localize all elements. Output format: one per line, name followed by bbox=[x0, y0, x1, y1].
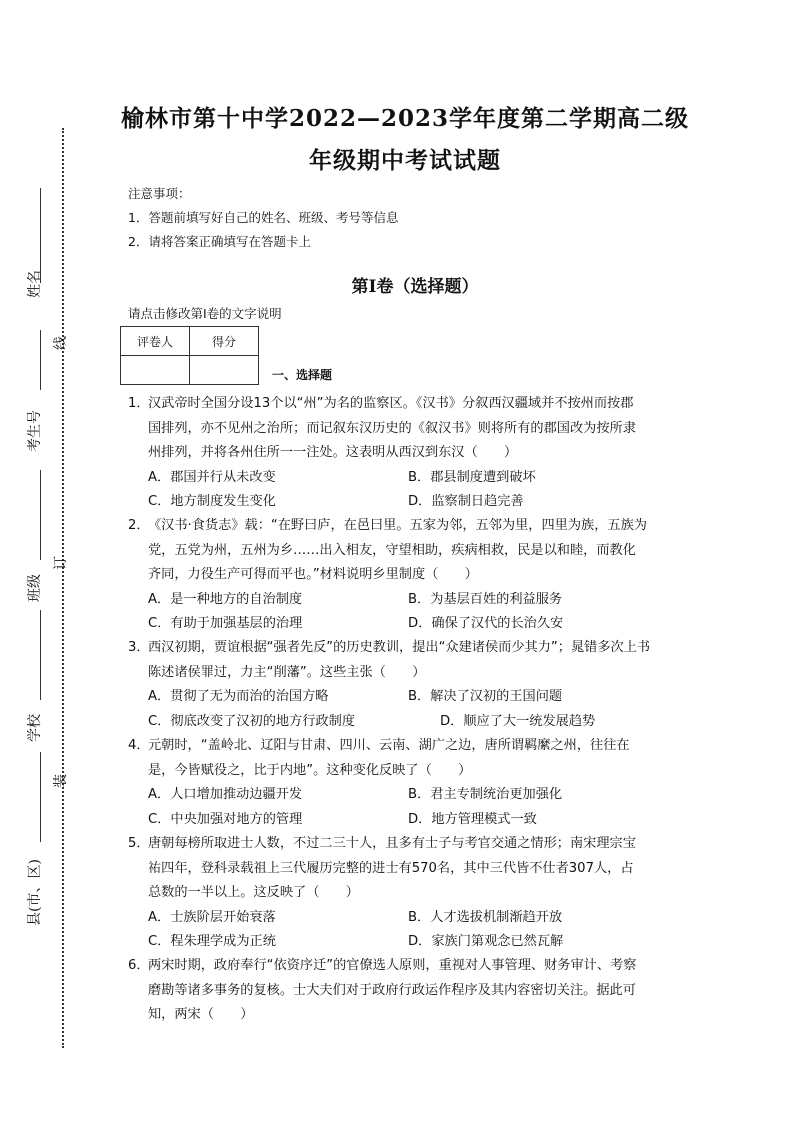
notice-item-1: 1．答题前填写好自己的姓名、班级、考号等信息 bbox=[128, 210, 399, 225]
question-number: 6． bbox=[128, 958, 150, 973]
question-number: 2． bbox=[128, 518, 150, 533]
margin-mark-xian: 线 bbox=[53, 336, 69, 350]
section-note[interactable]: 请点击修改第I卷的文字说明 bbox=[128, 306, 282, 321]
question-2 bbox=[128, 514, 676, 637]
margin-name-label: 姓名 bbox=[27, 270, 43, 298]
margin-class-label: 班级 bbox=[27, 574, 43, 602]
section-title: 第I卷（选择题） bbox=[351, 277, 479, 297]
question-line: 陈述诸侯罪过，力主“削藩”。这些主张（ ） bbox=[148, 664, 426, 680]
exam-title-line1: 榆林市第十中学2022—2023学年度第二学期高二级 bbox=[120, 105, 690, 132]
question-line: 州排列，并将各州住所一一注处。这表明从西汉到东汉（ ） bbox=[148, 445, 518, 460]
option-c[interactable]: C．彻底改变了汉初的地方行政制度 bbox=[148, 713, 356, 729]
option-c[interactable]: C．地方制度发生变化 bbox=[148, 494, 276, 509]
exam-title-line2: 年级期中考试试题 bbox=[309, 147, 501, 174]
option-d[interactable]: D．确保了汉代的长治久安 bbox=[408, 616, 564, 631]
option-b[interactable]: B．解决了汉初的王国问题 bbox=[408, 689, 563, 704]
grader-cell bbox=[121, 356, 190, 385]
score-header: 得分 bbox=[190, 327, 259, 356]
question-1 bbox=[128, 392, 676, 515]
score-cell bbox=[190, 356, 259, 385]
option-c[interactable]: C．程朱理学成为正统 bbox=[148, 934, 276, 949]
name-blank-line bbox=[40, 188, 41, 283]
question-6 bbox=[128, 954, 676, 1028]
question-line: 是，今皆赋役之，比于内地”。这种变化反映了（ ） bbox=[148, 762, 472, 778]
question-number: 1． bbox=[128, 396, 150, 411]
option-a[interactable]: A．士族阶层开始衰落 bbox=[148, 909, 276, 925]
question-line: 唐朝每榜所取进士人数，不过二三十人，且多有士子与考官交通之情形；南宋理宗宝 bbox=[148, 836, 636, 851]
question-line: 总数的一半以上。这反映了（ ） bbox=[148, 885, 359, 900]
option-b[interactable]: B．人才选拔机制渐趋开放 bbox=[408, 909, 563, 925]
option-a[interactable]: A．郡国并行从未改变 bbox=[148, 469, 276, 485]
question-line: 祐四年，登科录载祖上三代履历完整的进士有570名，其中三代皆不仕者307人，占 bbox=[148, 860, 634, 876]
question-line: 两宋时期，政府奉行“依资序迁”的官僚选人原则，重视对人事管理、财务审计、考察 bbox=[148, 958, 637, 973]
option-b[interactable]: B．君主专制统治更加强化 bbox=[408, 787, 563, 802]
question-line: 知，两宋（ ） bbox=[148, 1007, 254, 1022]
question-line: 汉武帝时全国分设13个以“州”为名的监察区。《汉书》分叙西汉疆域并不按州而按郡 bbox=[148, 396, 634, 411]
question-number: 5． bbox=[128, 836, 150, 851]
question-4 bbox=[128, 734, 676, 832]
question-line: 国排列，亦不见州之治所；而记叙东汉历史的《叙汉书》则将所有的郡国改为按所隶 bbox=[148, 420, 636, 436]
option-d[interactable]: D．监察制日趋完善 bbox=[408, 494, 524, 509]
margin-exam-no-label: 考生号 bbox=[27, 410, 43, 452]
question-number: 3． bbox=[128, 640, 150, 655]
notice-item-2: 2．请将答案正确填写在答题卡上 bbox=[128, 234, 311, 249]
question-line: 磨勘等诸多事务的复核。士大夫们对于政府行政运作程序及其内容密切关注。据此可 bbox=[148, 982, 636, 998]
score-table bbox=[120, 326, 259, 385]
question-line: 元朝时，“盖岭北、辽阳与甘肃、四川、云南、湖广之边，唐所谓羁縻之州，往往在 bbox=[148, 738, 630, 753]
option-d[interactable]: D．地方管理模式一致 bbox=[408, 811, 537, 827]
margin-school-label: 学校 bbox=[27, 714, 43, 742]
school-blank-line bbox=[40, 610, 41, 700]
option-a[interactable]: A．是一种地方的自治制度 bbox=[148, 591, 303, 607]
question-5 bbox=[128, 832, 676, 955]
binding-dotted-line bbox=[62, 128, 64, 1048]
question-3 bbox=[128, 636, 676, 734]
margin-mark-zhuang: 装 bbox=[53, 774, 69, 788]
option-d[interactable]: D．家族门第观念已然瓦解 bbox=[408, 934, 564, 949]
option-d[interactable]: D．顺应了大一统发展趋势 bbox=[440, 713, 596, 729]
option-a[interactable]: A．贯彻了无为而治的治国方略 bbox=[148, 689, 329, 704]
margin-county-label: 县(市、区) bbox=[27, 859, 43, 926]
part-title: 一、选择题 bbox=[272, 368, 333, 382]
question-line: 党，五党为州，五州为乡……出入相友，守望相助，疾病相救，民是以和睦，而教化 bbox=[148, 542, 636, 558]
option-a[interactable]: A．人口增加推动边疆开发 bbox=[148, 787, 303, 802]
question-number: 4． bbox=[128, 738, 150, 753]
option-b[interactable]: B．为基层百姓的利益服务 bbox=[408, 591, 563, 607]
county-blank-line bbox=[40, 752, 41, 842]
notice-label: 注意事项： bbox=[128, 186, 191, 201]
question-line: 齐同，力役生产可得而平也。”材料说明乡里制度（ ） bbox=[148, 567, 478, 582]
question-line: 《汉书·食货志》载：“在野曰庐，在邑曰里。五家为邻，五邻为里，四里为族，五族为 bbox=[148, 518, 647, 533]
option-c[interactable]: C．中央加强对地方的管理 bbox=[148, 811, 303, 827]
question-line: 西汉初期，贾谊根据“强者先反”的历史教训，提出“众建诸侯而少其力”；晁错多次上书 bbox=[148, 640, 651, 655]
option-b[interactable]: B．郡县制度遭到破坏 bbox=[408, 469, 536, 485]
class-blank-line bbox=[40, 470, 41, 560]
grader-header: 评卷人 bbox=[121, 327, 190, 356]
margin-mark-ding: 订 bbox=[53, 556, 69, 570]
exam-no-blank-line bbox=[40, 330, 41, 390]
option-c[interactable]: C．有助于加强基层的治理 bbox=[148, 616, 303, 631]
